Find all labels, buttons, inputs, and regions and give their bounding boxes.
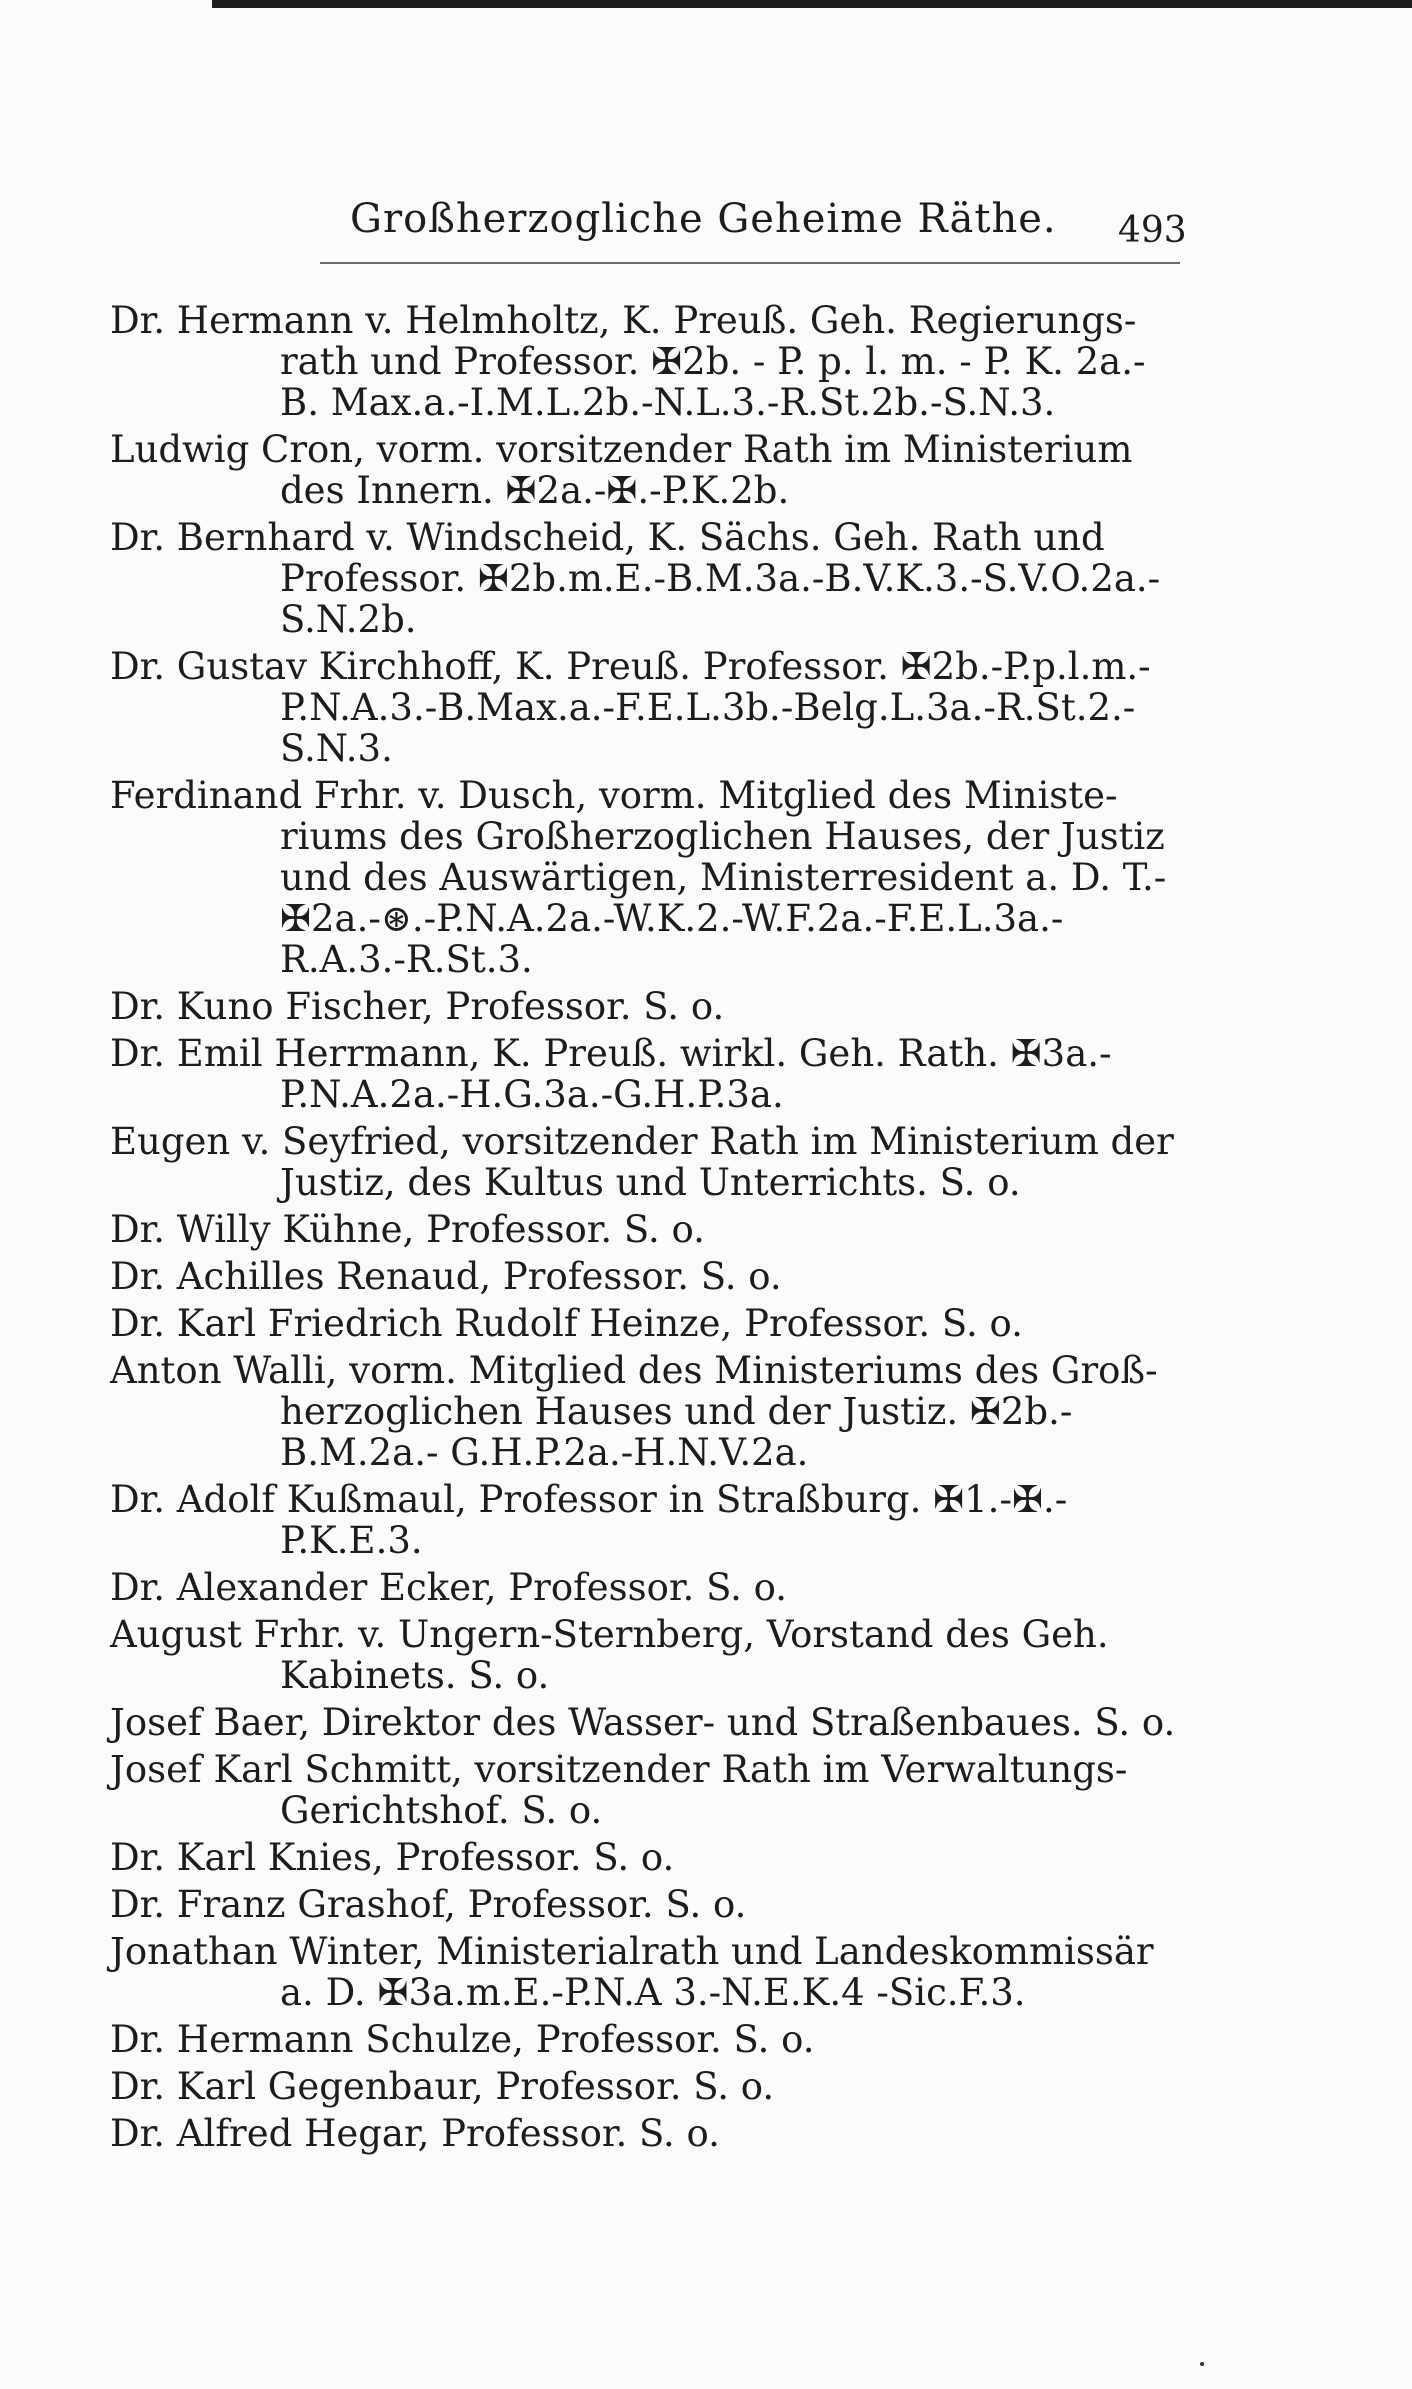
list-item: Dr. Willy Kühne, Professor. S. o. [110,1208,705,1251]
list-item: Dr. Kuno Fischer, Professor. S. o. [110,985,725,1028]
entry-list [110,300,1180,2160]
list-item: Dr. Karl Friedrich Rudolf Heinze, Professor. S. o. [110,1302,1023,1345]
ink-speck [1200,2362,1204,2366]
list-item: Ludwig Cron, vorm. vorsitzender Rath im Ministerium des Innern. ✠2a.-✠.-P.K.2b. [110,428,1133,512]
list-item: Dr. Hermann v. Helmholtz, K. Preuß. Geh. Regierungs-rath und Professor. ✠2b. - P. p. l. m. - P. K. 2a.- B. Max.a.-I.M.L.2b.-N.L.3.-R.St.2b.-S.N.3. [110,299,1146,424]
list-item: Jonathan Winter, Ministerialrath und Landeskommissär a. D. ✠3a.m.E.-P.N.A 3.-N.E.K.4 -Sic.F.3. [110,1930,1154,2014]
list-item: Ferdinand Frhr. v. Dusch, vorm. Mitglied des Ministe-riums des Großherzoglichen Hauses, der Justiz und des Auswärtigen, Ministerresident a. D. T.- ✠2a.-⊛.-P.N.A.2a.-W.K.2.-W.F.2a.-F.E.L.3a.- R.A.3.-R.St.3. [110,774,1167,981]
top-border-bar [212,0,1412,8]
list-item: Dr. Karl Knies, Professor. S. o. [110,1836,675,1879]
top-border [0,0,1412,16]
list-item: Dr. Alexander Ecker, Professor. S. o. [110,1566,788,1609]
list-item: Dr. Alfred Hegar, Professor. S. o. [110,2112,720,2155]
list-item: Dr. Gustav Kirchhoff, K. Preuß. Professor. ✠2b.-P.p.l.m.- P.N.A.3.-B.Max.a.-F.E.L.3b.-Belg.L.3a.-R.St.2.- S.N.3. [110,645,1151,770]
running-title: Großherzogliche Geheime Räthe. [350,196,1057,242]
list-item: Dr. Adolf Kußmaul, Professor in Straßburg. ✠1.-✠.- P.K.E.3. [110,1478,1068,1562]
list-item: Dr. Hermann Schulze, Professor. S. o. [110,2018,815,2061]
header-rule [320,262,1180,264]
page-number: 493 [1118,210,1187,251]
list-item: Dr. Emil Herrmann, K. Preuß. wirkl. Geh. Rath. ✠3a.- P.N.A.2a.-H.G.3a.-G.H.P.3a. [110,1032,1112,1116]
list-item: Eugen v. Seyfried, vorsitzender Rath im Ministerium der Justiz, des Kultus und Unterrichts. S. o. [110,1120,1174,1204]
list-item: Dr. Franz Grashof, Professor. S. o. [110,1883,747,1926]
list-item: Dr. Achilles Renaud, Professor. S. o. [110,1255,782,1298]
list-item: Dr. Bernhard v. Windscheid, K. Sächs. Geh. Rath und Professor. ✠2b.m.E.-B.M.3a.-B.V.K.3.-S.V.O.2a.- S.N.2b. [110,516,1161,641]
list-item: Josef Karl Schmitt, vorsitzender Rath im Verwaltungs-Gerichtshof. S. o. [110,1748,1128,1832]
list-item: August Frhr. v. Ungern-Sternberg, Vorstand des Geh. Kabinets. S. o. [110,1613,1109,1697]
list-item: Josef Baer, Direktor des Wasser- und Straßenbaues. S. o. [110,1701,1176,1744]
page-header [330,196,1190,256]
list-item: Anton Walli, vorm. Mitglied des Ministeriums des Groß-herzoglichen Hauses und der Justiz. ✠2b.-B.M.2a.- G.H.P.2a.-H.N.V.2a. [110,1349,1158,1474]
list-item: Dr. Karl Gegenbaur, Professor. S. o. [110,2065,775,2108]
